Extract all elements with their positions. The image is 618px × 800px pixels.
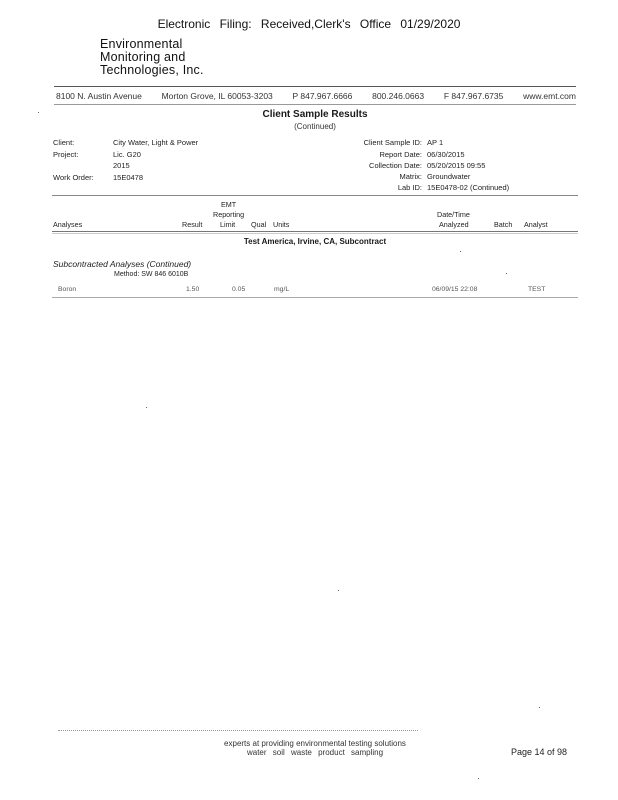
col-batch: Batch bbox=[494, 220, 513, 229]
scan-speck bbox=[338, 590, 339, 591]
col-qual: Qual bbox=[251, 220, 267, 229]
footer-services: water soil waste product sampling bbox=[246, 748, 384, 757]
matrix-value: Groundwater bbox=[427, 172, 471, 181]
col-reporting: Reporting bbox=[213, 210, 245, 219]
address-rule bbox=[54, 104, 576, 105]
col-limit: Limit bbox=[220, 220, 236, 229]
report-title: Client Sample Results bbox=[262, 109, 368, 120]
company-website[interactable]: www.emt.com bbox=[523, 91, 576, 101]
company-toll-free: 800.246.0663 bbox=[372, 91, 425, 101]
lab-location-line: Test America, Irvine, CA, Subcontract bbox=[243, 237, 387, 246]
scan-speck bbox=[539, 707, 540, 708]
work-order-label: Work Order: bbox=[53, 173, 94, 182]
lab-id-value: 15E0478-02 (Continued) bbox=[427, 183, 510, 192]
row-analyst: TEST bbox=[528, 286, 546, 293]
company-city: Morton Grove, IL 60053-3203 bbox=[161, 91, 273, 101]
scan-speck bbox=[478, 778, 479, 779]
scan-speck bbox=[146, 407, 147, 408]
row-result: 1.50 bbox=[186, 286, 200, 293]
row-limit: 0.05 bbox=[232, 286, 246, 293]
col-analyses: Analyses bbox=[53, 220, 83, 229]
col-units: Units bbox=[273, 220, 290, 229]
scan-speck bbox=[506, 273, 507, 274]
table-header-rule-light bbox=[52, 233, 578, 234]
filing-stamp: Electronic Filing: Received,Clerk's Office 01/29/2020 bbox=[157, 17, 461, 31]
col-analyst: Analyst bbox=[524, 220, 548, 229]
sample-id-value: AP 1 bbox=[427, 138, 444, 147]
scan-speck bbox=[38, 112, 39, 113]
client-value: City Water, Light & Power bbox=[113, 138, 199, 147]
row-rule bbox=[52, 297, 578, 298]
footer-tagline: experts at providing environmental testing solutions bbox=[224, 739, 406, 748]
col-analyzed: Analyzed bbox=[439, 220, 469, 229]
col-datetime: Date/Time bbox=[437, 210, 470, 219]
collection-date-label: Collection Date: bbox=[369, 161, 422, 170]
sample-id-label: Client Sample ID: bbox=[363, 138, 422, 147]
collection-date-value: 05/20/2015 09:55 bbox=[427, 161, 486, 170]
logo-line-2: Monitoring and bbox=[100, 50, 186, 64]
scan-speck bbox=[460, 251, 461, 252]
company-address: 8100 N. Austin Avenue bbox=[56, 91, 142, 101]
company-phone: P 847.967.6666 bbox=[292, 91, 353, 101]
matrix-label: Matrix: bbox=[399, 172, 422, 181]
header-rule bbox=[54, 86, 576, 87]
col-emt: EMT bbox=[221, 200, 237, 209]
company-fax: F 847.967.6735 bbox=[443, 91, 504, 101]
col-result: Result bbox=[182, 220, 203, 229]
report-date-label: Report Date: bbox=[379, 150, 422, 159]
logo-line-3: Technologies, Inc. bbox=[100, 63, 204, 77]
project-label: Project: bbox=[53, 150, 79, 159]
table-header-rule bbox=[52, 231, 578, 232]
info-rule bbox=[52, 195, 578, 196]
logo-line-1: Environmental bbox=[100, 37, 183, 51]
row-datetime: 06/09/15 22:08 bbox=[432, 286, 478, 293]
work-order-value: 15E0478 bbox=[113, 173, 144, 182]
lab-id-label: Lab ID: bbox=[397, 183, 422, 192]
project-value: Lic. G20 bbox=[113, 150, 141, 159]
address-bar bbox=[56, 91, 576, 101]
company-logo bbox=[100, 38, 204, 77]
row-analyte: Boron bbox=[58, 286, 77, 293]
report-subtitle: (Continued) bbox=[294, 122, 336, 131]
client-label: Client: bbox=[53, 138, 75, 147]
page-number: Page 14 of 98 bbox=[511, 747, 568, 757]
row-units: mg/L bbox=[274, 286, 290, 293]
footer-rule bbox=[58, 730, 418, 731]
report-date-value: 06/30/2015 bbox=[427, 150, 465, 159]
section-heading: Subcontracted Analyses (Continued) bbox=[53, 259, 192, 269]
method-line: Method: SW 846 6010B bbox=[114, 271, 189, 278]
project-value-year: 2015 bbox=[113, 161, 130, 170]
